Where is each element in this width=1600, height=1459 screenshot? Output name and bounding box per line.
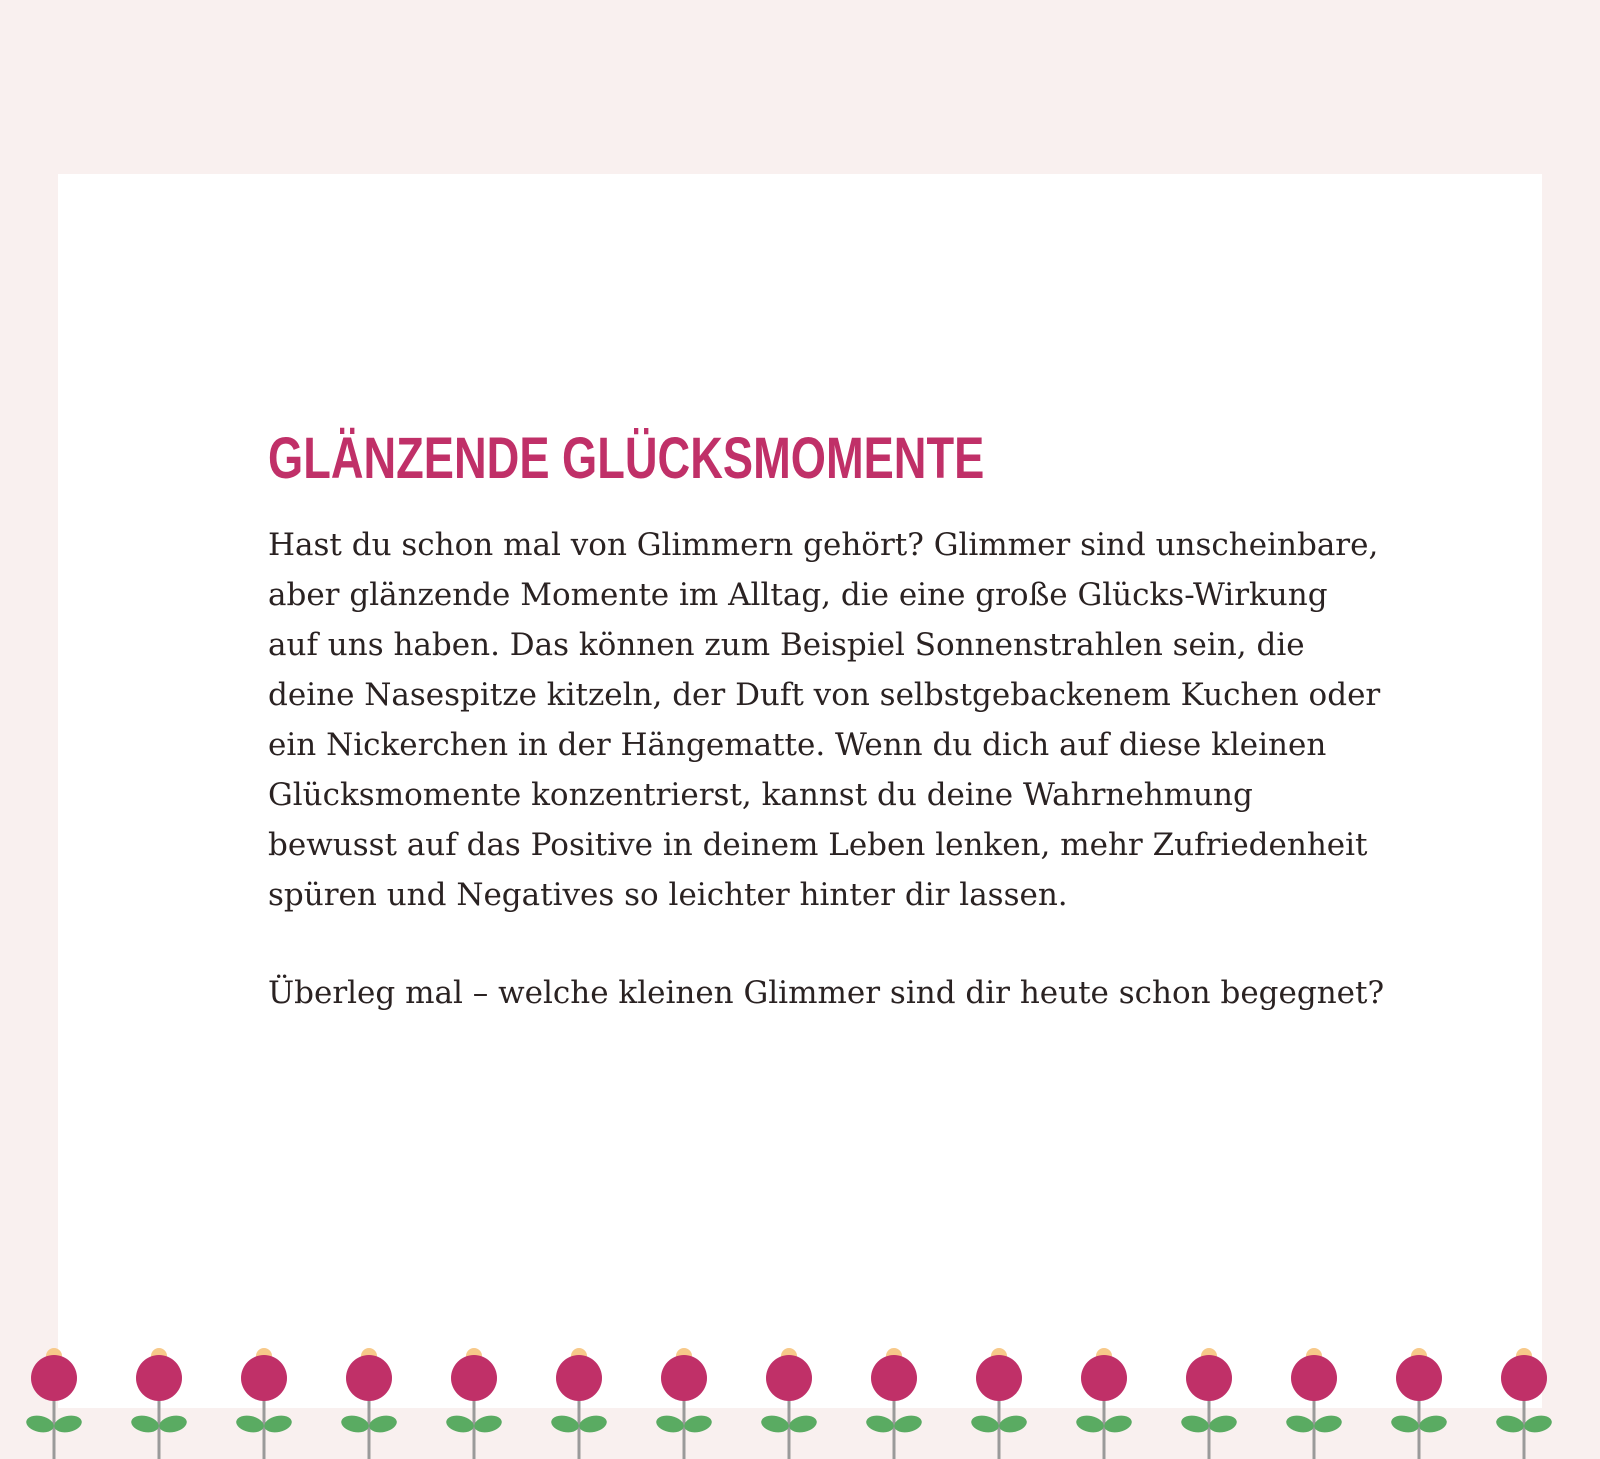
leaf <box>1495 1413 1526 1434</box>
leaf <box>53 1413 84 1434</box>
paragraph-line: deine Nasespitze kitzeln, der Duft von selbstgebackenem Kuchen oder <box>268 677 1381 713</box>
leaf <box>263 1413 294 1434</box>
leaf <box>550 1413 581 1434</box>
leaf <box>1075 1413 1106 1434</box>
leaf <box>1523 1413 1554 1434</box>
flower-icon <box>445 1348 504 1459</box>
blossom <box>1291 1355 1337 1401</box>
leaf <box>473 1413 504 1434</box>
leaf <box>1103 1413 1134 1434</box>
body-paragraph <box>268 520 1418 920</box>
blossom <box>871 1355 917 1401</box>
flower-icon <box>340 1348 399 1459</box>
leaf <box>998 1413 1029 1434</box>
flower-icon <box>235 1348 294 1459</box>
leaf <box>25 1413 56 1434</box>
leaf <box>130 1413 161 1434</box>
paragraph-line: bewusst auf das Positive in deinem Leben lenken, mehr Zufriedenheit <box>268 827 1368 863</box>
paragraph-line: ein Nickerchen in der Hängematte. Wenn du dich auf diese kleinen <box>268 727 1327 763</box>
leaf <box>1208 1413 1239 1434</box>
paragraph-line: aber glänzende Momente im Alltag, die eine große Glücks-Wirkung <box>268 577 1328 613</box>
leaf <box>1285 1413 1316 1434</box>
flower-icon <box>25 1348 84 1459</box>
flower-icon <box>550 1348 609 1459</box>
flower-icon <box>1285 1348 1344 1459</box>
leaf <box>235 1413 266 1434</box>
paragraph-line: auf uns haben. Das können zum Beispiel Sonnenstrahlen sein, die <box>268 627 1305 663</box>
leaf <box>970 1413 1001 1434</box>
flower-icon <box>1180 1348 1239 1459</box>
leaf <box>865 1413 896 1434</box>
leaf <box>655 1413 686 1434</box>
leaf <box>683 1413 714 1434</box>
blossom <box>1081 1355 1127 1401</box>
blossom <box>1501 1355 1547 1401</box>
leaf <box>788 1413 819 1434</box>
leaf <box>368 1413 399 1434</box>
flower-icon <box>130 1348 189 1459</box>
leaf <box>578 1413 609 1434</box>
paragraph-line: Glücksmomente konzentrierst, kannst du deine Wahrnehmung <box>268 777 1253 813</box>
blossom <box>241 1355 287 1401</box>
leaf <box>1390 1413 1421 1434</box>
flower-icon <box>1495 1348 1554 1459</box>
leaf <box>760 1413 791 1434</box>
blossom <box>556 1355 602 1401</box>
paragraph-line: Hast du schon mal von Glimmern gehört? Glimmer sind unscheinbare, <box>268 527 1379 563</box>
leaf <box>445 1413 476 1434</box>
flower-border <box>0 1320 1600 1459</box>
paragraph-line: spüren und Negatives so leichter hinter dir lassen. <box>268 877 1068 913</box>
leaf <box>893 1413 924 1434</box>
blossom <box>1186 1355 1232 1401</box>
blossom <box>136 1355 182 1401</box>
flower-icon <box>865 1348 924 1459</box>
leaf <box>1313 1413 1344 1434</box>
reflection-question: Überleg mal – welche kleinen Glimmer sind dir heute schon begegnet? <box>268 975 1385 1011</box>
leaf <box>158 1413 189 1434</box>
page-title: GLÄNZENDE GLÜCKSMOMENTE <box>268 426 985 491</box>
blossom <box>976 1355 1022 1401</box>
blossom <box>346 1355 392 1401</box>
blossom <box>31 1355 77 1401</box>
flower-icon <box>970 1348 1029 1459</box>
blossom <box>766 1355 812 1401</box>
blossom <box>1396 1355 1442 1401</box>
flower-icon <box>1390 1348 1449 1459</box>
flower-icon <box>1075 1348 1134 1459</box>
blossom <box>451 1355 497 1401</box>
flower-icon <box>760 1348 819 1459</box>
leaf <box>1180 1413 1211 1434</box>
leaf <box>340 1413 371 1434</box>
flower-icon <box>655 1348 714 1459</box>
leaf <box>1418 1413 1449 1434</box>
blossom <box>661 1355 707 1401</box>
